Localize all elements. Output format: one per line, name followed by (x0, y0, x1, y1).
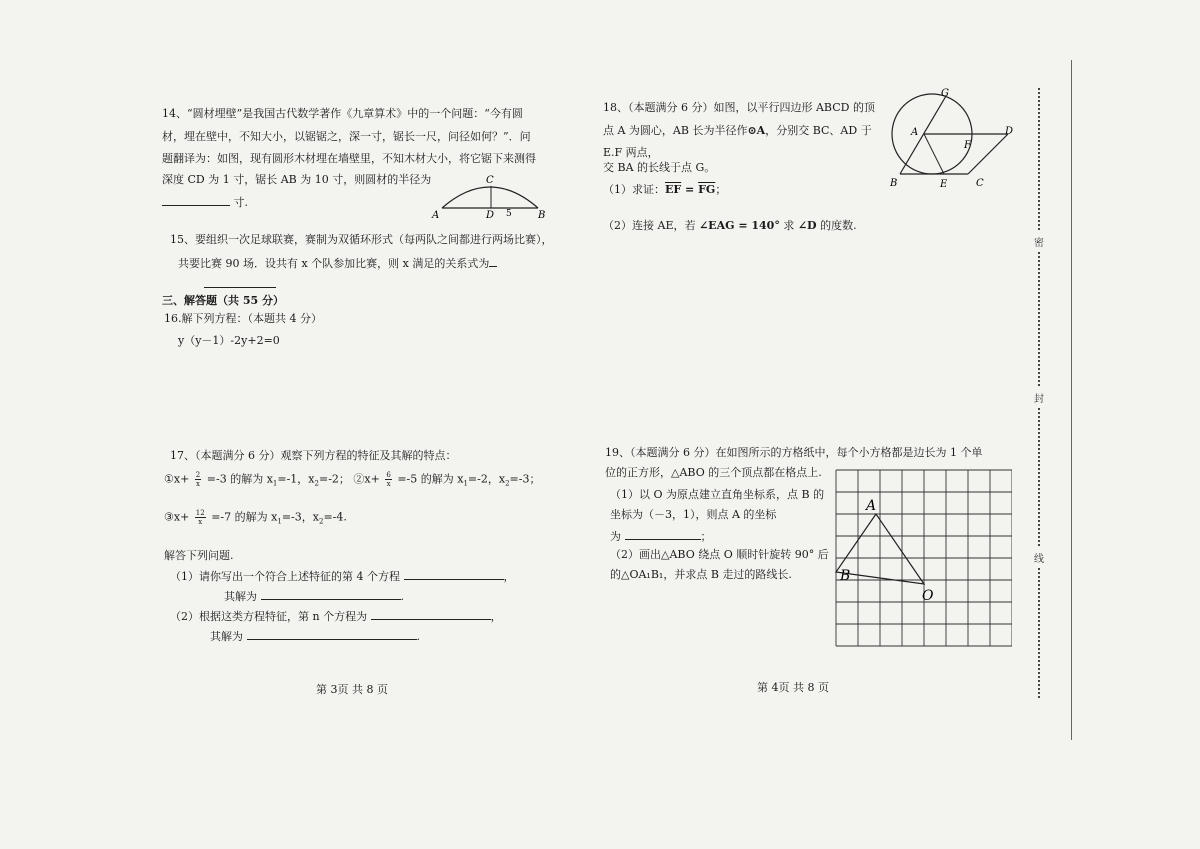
q18-label-b: B (890, 178, 898, 189)
q19-part1-c: 为 ； (610, 530, 712, 543)
q15-line2: 共要比赛 90 场．设共有 x 个队参加比赛，则 x 满足的关系式为 (178, 255, 497, 270)
q19-grid-lines (836, 470, 1012, 646)
q18-part1: （1）求证：$\overline{EF} = \overline{FG}$； (603, 183, 727, 196)
q16-equation: y（y－1）-2y+2=0 (178, 334, 280, 347)
q17-part2: （2）根据这类方程特征，第 n 个方程为 ， (170, 610, 502, 623)
q17-part1-sol-blank[interactable] (261, 588, 401, 600)
q18-bg (900, 96, 946, 174)
section3-title: 三、解答题（共 55 分） (162, 294, 284, 307)
q18-label-f: F (964, 140, 971, 151)
q19-line1: 19、（本题满分 6 分）在如图所示的方格纸中，每个小方格都是边长为 1 个单 (605, 446, 983, 459)
q17-line1: 17、（本题满分 6 分）观察下列方程的特征及其解的特点： (170, 449, 457, 462)
q14-line4: 深度 CD 为 1 寸，锯长 AB 为 10 寸，则圆材的半径为 (162, 173, 432, 186)
q14-line2: 材，埋在壁中，不知大小，以锯锯之，深一寸，锯长一尺，问径如何？”．问 (162, 130, 531, 143)
q18-ae (924, 134, 944, 174)
q18-part2: （2）连接 AE，若 ∠EAG = 140° 求 ∠D 的度数. (603, 219, 857, 232)
q18-cd (968, 134, 1008, 174)
q14-arc (442, 187, 538, 208)
footer-page-3: 第 3页 共 8 页 (316, 683, 388, 696)
q14-line3: 题翻译为：如图，现有圆形木材埋在墙壁里，不知木材大小，将它锯下来测得 (162, 152, 536, 165)
margin-border-line (1071, 60, 1072, 740)
q14-label-c: C (486, 175, 494, 186)
q16-line1: 16.解下列方程：（本题共 4 分） (164, 312, 322, 325)
q14-line5: 寸. (162, 194, 248, 209)
margin-char-feng: 封 (1034, 388, 1044, 407)
footer-page-4: 第 4页 共 8 页 (757, 681, 829, 694)
q15-answer-blank[interactable] (204, 276, 276, 291)
q17-part1-blank[interactable] (404, 568, 504, 580)
q17-part2-solution: 其解为 . (210, 630, 420, 643)
q18-label-g: G (941, 88, 949, 99)
q19-part1-b: 坐标为（－3，1），则点 A 的坐标 (610, 508, 777, 521)
q14-line1: 14、“圆材埋壁”是我国古代数学著作《九章算术》中的一个问题：“今有圆 (162, 107, 523, 120)
q19-grid-figure (832, 468, 1012, 660)
q19-part2-a: （2）画出△ABO 绕点 O 顺时针旋转 90° 后 (610, 548, 829, 561)
q18-circle-figure (878, 88, 1028, 192)
q17-part1-solution: 其解为 . (224, 590, 404, 603)
q19-part1-a: （1）以 O 为原点建立直角坐标系，点 B 的 (610, 488, 825, 501)
q18-line2: 点 A 为圆心，AB 长为半径作⊙A，分别交 BC、AD 于 (603, 124, 872, 137)
margin-char-mi: 密 (1034, 232, 1044, 251)
q19-label-o: O (922, 588, 934, 604)
q18-line3: E.F 两点， (603, 146, 659, 159)
q14-answer-blank[interactable] (162, 194, 230, 206)
q14-label-d: D (486, 210, 495, 221)
q18-label-e: E (940, 179, 948, 190)
q17-part2-blank[interactable] (371, 608, 491, 620)
q18-label-c: C (976, 178, 984, 189)
q19-part1-blank[interactable] (625, 528, 701, 540)
q14-label-five: 5 (506, 209, 512, 219)
q14-label-b: B (538, 210, 546, 221)
q14-label-a: A (432, 210, 440, 221)
q14-arc-figure (430, 172, 550, 222)
q19-part2-b: 的△OA₁B₁，并求点 B 走过的路线长. (610, 568, 792, 581)
q15-line1: 15、要组织一次足球联赛，赛制为双循环形式（每两队之间都进行两场比赛）， (170, 233, 553, 246)
q17-eq1-eq2: ①x+ $\frac{2}{x}$ =-3 的解为 $x_1=-1$，$x_2=-2$； ②x+ $\frac{6}{x}$ =-5 的解为 $x_1=-2$，$x_2=-3$； (164, 471, 541, 488)
q19-label-b: B (840, 568, 851, 584)
q18-line4: 交 BA 的长线于点 G。 (603, 161, 716, 174)
q18-label-a: A (911, 127, 919, 138)
q17-part2-sol-blank[interactable] (247, 628, 417, 640)
q18-line1: 18、（本题满分 6 分）如图，以平行四边形 ABCD 的顶 (603, 101, 875, 114)
q19-label-a: A (866, 498, 877, 514)
margin-char-xian: 线 (1034, 548, 1044, 567)
q17-eq3: ③x+ $\frac{12}{x}$ =-7 的解为 $x_1=-3$，$x_2=-4$. (164, 509, 347, 526)
q18-label-d: D (1005, 126, 1014, 137)
q19-line2: 位的正方形，△ABO 的三个顶点都在格点上. (605, 466, 822, 479)
q17-part1: （1）请你写出一个符合上述特征的第 4 个方程 ， (170, 570, 515, 583)
q17-answer-intro: 解答下列问题. (164, 549, 234, 562)
